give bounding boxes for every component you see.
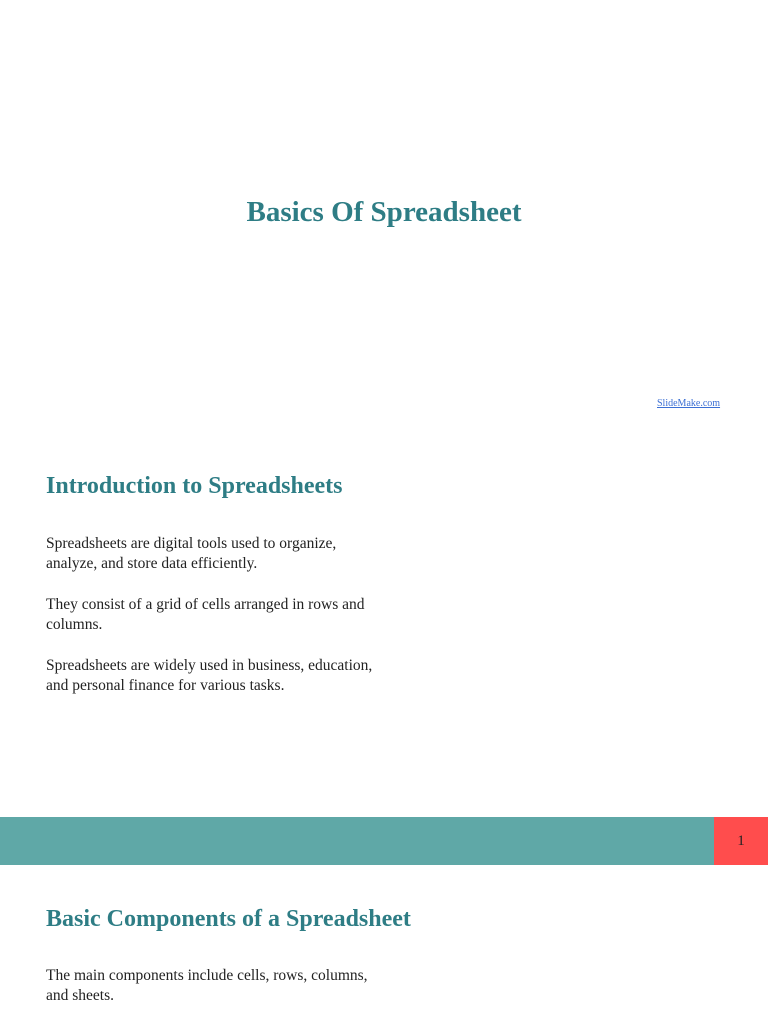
section-heading-components: Basic Components of a Spreadsheet bbox=[46, 906, 411, 932]
page-number: 1 bbox=[737, 832, 745, 849]
paragraph: The main components include cells, rows, columns, and sheets. bbox=[46, 967, 368, 1004]
section-heading-introduction: Introduction to Spreadsheets bbox=[46, 473, 343, 499]
footer-band bbox=[0, 817, 714, 865]
slide-title: Basics Of Spreadsheet bbox=[246, 196, 522, 228]
slidemake-link[interactable]: SlideMake.com bbox=[657, 398, 721, 409]
page-number-badge bbox=[714, 817, 768, 865]
paragraph: Spreadsheets are widely used in business, education, and personal finance for various tasks. bbox=[46, 657, 373, 694]
paragraph: Spreadsheets are digital tools used to organize, analyze, and store data efficiently. bbox=[46, 535, 337, 572]
paragraph: They consist of a grid of cells arranged in rows and columns. bbox=[46, 596, 365, 633]
